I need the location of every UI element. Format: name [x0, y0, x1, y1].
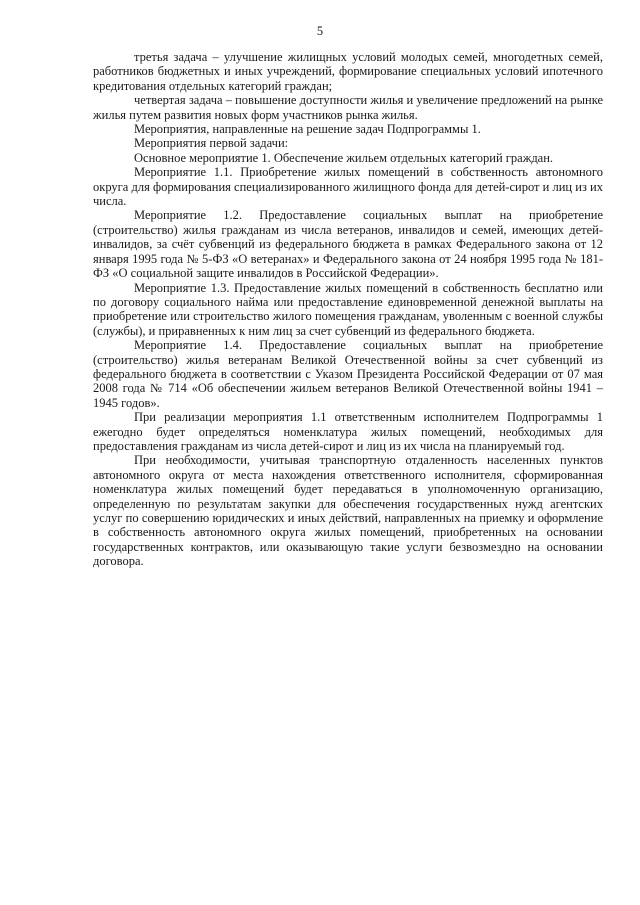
paragraph-transport-remoteness: При необходимости, учитывая транспортную отдаленность населенных пунктов автономного округа от места нахождения ответственного исполнителя, сформированная номенклатура жилых помещений будет передаваться в уполномоченную организацию, определенную по результатам закупки для обеспечения государственных нужд агентских услуг по совершению юридических и иных действий, направленных на приемку и оформление в собственность автономного округа жилых помещений, приобретенных на основании государственных контрактов, или оказывающую такие услуги безвозмездно на основании договора. [93, 453, 603, 569]
paragraph-task-4: четвертая задача – повышение доступности жилья и увеличение предложений на рынке жилья путем развития новых форм участников рынка жилья. [93, 93, 603, 122]
paragraph-implementation-1-1: При реализации мероприятия 1.1 ответственным исполнителем Подпрограммы 1 ежегодно будет определяться номенклатура жилых помещений, необходимых для предоставления гражданам из числа детей-сирот и лиц из их числа на планируемый год. [93, 410, 603, 453]
paragraph-main-measure-1: Основное мероприятие 1. Обеспечение жильем отдельных категорий граждан. [134, 150, 554, 165]
paragraph-first-task-heading: Мероприятия первой задачи: [134, 136, 289, 151]
document-body [93, 50, 603, 569]
paragraph-measure-1-4: Мероприятие 1.4. Предоставление социальных выплат на приобретение (строительство) жилья ветеранам Великой Отечественной войны за счет субвенций из федерального бюджета в соответствии с Указом Президента Российской Федерации от 07 мая 2008 года № 714 «Об обеспечении жильем ветеранов Великой Отечественной войны 1941 – 1945 годов». [93, 338, 603, 410]
paragraph-measures-heading: Мероприятия, направленные на решение задач Подпрограммы 1. [134, 122, 481, 137]
paragraph-task-3: третья задача – улучшение жилищных условий молодых семей, многодетных семей, работников бюджетных и иных учреждений, формирование специальных условий ипотечного кредитования отдельных категорий граждан; [93, 50, 603, 93]
page-number: 5 [316, 24, 324, 38]
paragraph-measure-1-3: Мероприятие 1.3. Предоставление жилых помещений в собственность бесплатно или по договору социального найма или предоставление единовременной денежной выплаты на приобретение или строительство жилого помещения гражданам, уволенным с военной службы (службы), и приравненных к ним лиц за счет субвенций из федерального бюджета. [93, 280, 603, 338]
paragraph-measure-1-2: Мероприятие 1.2. Предоставление социальных выплат на приобретение (строительство) жилья гражданам из числа ветеранов, инвалидов и семей, имеющих детей-инвалидов, за счёт субвенций из федерального бюджета в рамках Федерального закона от 12 января 1995 года № 5-ФЗ «О ветеранах» и Федерального закона от 24 ноября 1995 года № 181-ФЗ «О социальной защите инвалидов в Российской Федерации». [93, 208, 603, 281]
paragraph-measure-1-1: Мероприятие 1.1. Приобретение жилых помещений в собственность автономного округа для формирования специализированного жилищного фонда для детей-сирот и лиц из их числа. [93, 165, 603, 209]
